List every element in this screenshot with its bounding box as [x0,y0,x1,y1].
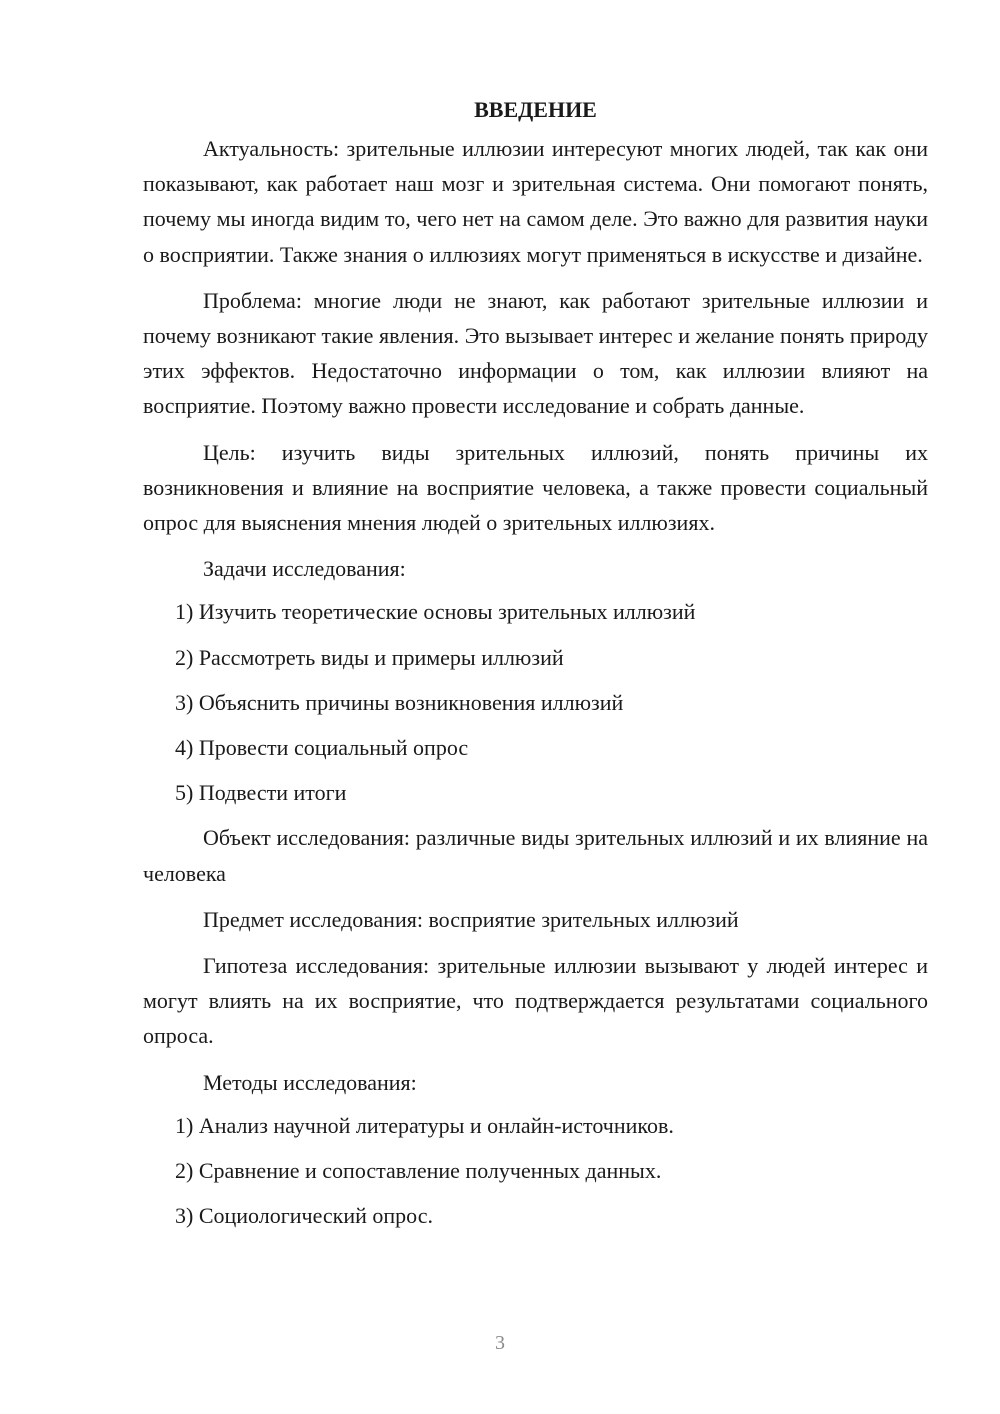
subject-paragraph: Предмет исследования: восприятие зрительных иллюзий [203,906,739,932]
list-item: 5) Подвести итоги [175,780,347,806]
list-item: 1) Анализ научной литературы и онлайн-источников. [175,1112,674,1138]
document-page [143,95,928,1243]
list-item: 2) Рассмотреть виды и примеры иллюзий [175,644,564,670]
list-item: 3) Социологический опрос. [175,1203,433,1229]
list-item: 1) Изучить теоретические основы зрительных иллюзий [175,599,696,625]
object-paragraph: Объект исследования: различные виды зрительных иллюзий и их влияние на человека [143,825,928,886]
problem-paragraph: Проблема: многие люди не знают, как работают зрительные иллюзии и почему возникают такие явления. Это вызывает интерес и желание понять природу этих эффектов. Недостаточно информации о том, как иллюзии влияют на восприятие. Поэтому важно провести исследование и собрать данные. [143,287,928,419]
list-item: 3) Объяснить причины возникновения иллюзий [175,689,624,715]
methods-heading: Методы исследования: [203,1069,417,1095]
hypothesis-paragraph: Гипотеза исследования: зрительные иллюзии вызывают у людей интерес и могут влиять на их восприятие, что подтверждается результатами социального опроса. [143,953,928,1049]
list-item: 2) Сравнение и сопоставление полученных данных. [175,1158,662,1184]
page-number: 3 [495,1332,505,1354]
relevance-paragraph: Актуальность: зрительные иллюзии интересуют многих людей, так как они показывают, как работает наш мозг и зрительная система. Они помогают понять, почему мы иногда видим то, чего нет на самом деле. Это важно для развития науки о восприятии. Также знания о иллюзиях могут применяться в искусстве и дизайне. [143,136,928,267]
tasks-heading: Задачи исследования: [203,556,406,582]
section-title: ВВЕДЕНИЕ [474,97,597,122]
methods-list [143,1108,928,1234]
goal-paragraph: Цель: изучить виды зрительных иллюзий, понять причины их возникновения и влияние на восприятие человека, а также провести социальный опрос для выяснения мнения людей о зрительных иллюзиях. [143,439,928,536]
list-item: 4) Провести социальный опрос [175,735,469,761]
tasks-list [143,594,928,810]
